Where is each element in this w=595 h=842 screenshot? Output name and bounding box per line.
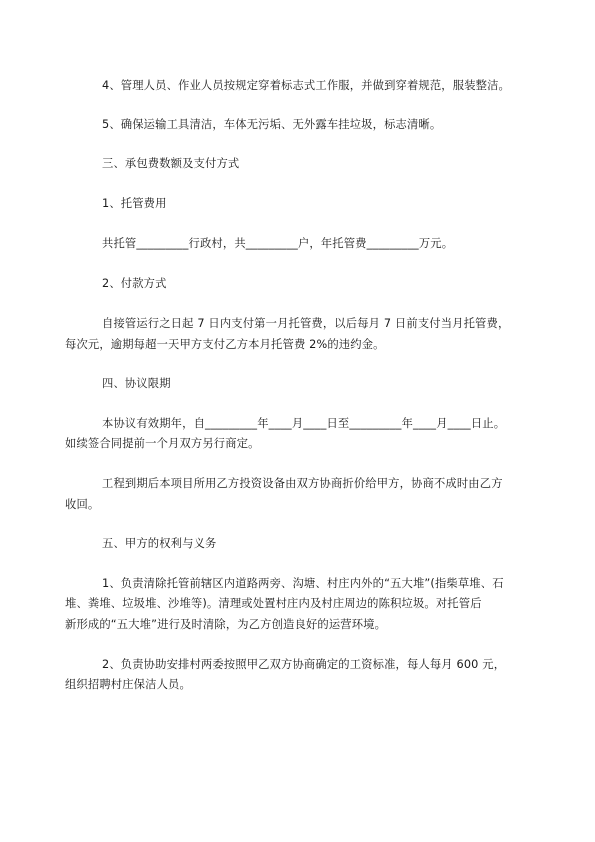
section-heading-3: 三、承包费数额及支付方式 [102,157,240,170]
fee-line: 共托管_________行政村，共_________户，年托管费_________万元。 [102,237,454,250]
payment-line-2: 每次元，逾期每超一天甲方支付乙方本月托管费 2%的违约金。 [65,338,385,351]
equipment-line-2: 收回。 [65,498,100,511]
term-line-1: 本协议有效期年，自_________年____月____日至_________年____月____日止。 [102,417,506,430]
clause-5-vehicle: 5、确保运输工具清洁，车体无污垢、无外露车挂垃圾，标志清晰。 [102,118,442,131]
duty-2-line-2: 组织招聘村庄保洁人员。 [65,678,191,691]
equipment-line-1: 工程到期后本项目所用乙方投资设备由双方协商折价给甲方，协商不成时由乙方 [102,477,503,490]
section-heading-4: 四、协议限期 [102,377,171,390]
duty-1-line-2: 堆、粪堆、垃圾堆、沙堆等)。清理或处置村庄内及村庄周边的陈积垃圾。对托管后 [65,597,482,610]
payment-line-1: 自接管运行之日起 7 日内支付第一月托管费，以后每月 7 日前支付当月托管费， [102,317,510,330]
subheading-fee: 1、托管费用 [102,197,167,210]
duty-1-line-1: 1、负责清除托管前辖区内道路两旁、沟塘、村庄内外的“五大堆”(指柴草堆、石 [102,577,504,590]
subheading-payment: 2、付款方式 [102,277,167,290]
duty-1-line-3: 新形成的“五大堆”进行及时清除，为乙方创造良好的运营环境。 [65,618,387,631]
term-line-2: 如续签合同提前一个月双方另行商定。 [65,437,260,450]
duty-2-line-1: 2、负责协助安排村两委按照甲乙双方协商确定的工资标准，每人每月 600 元， [102,658,506,671]
section-heading-5: 五、甲方的权利与义务 [102,537,217,550]
clause-4-uniform: 4、管理人员、作业人员按规定穿着标志式工作服，并做到穿着规范，服装整洁。 [102,79,510,92]
